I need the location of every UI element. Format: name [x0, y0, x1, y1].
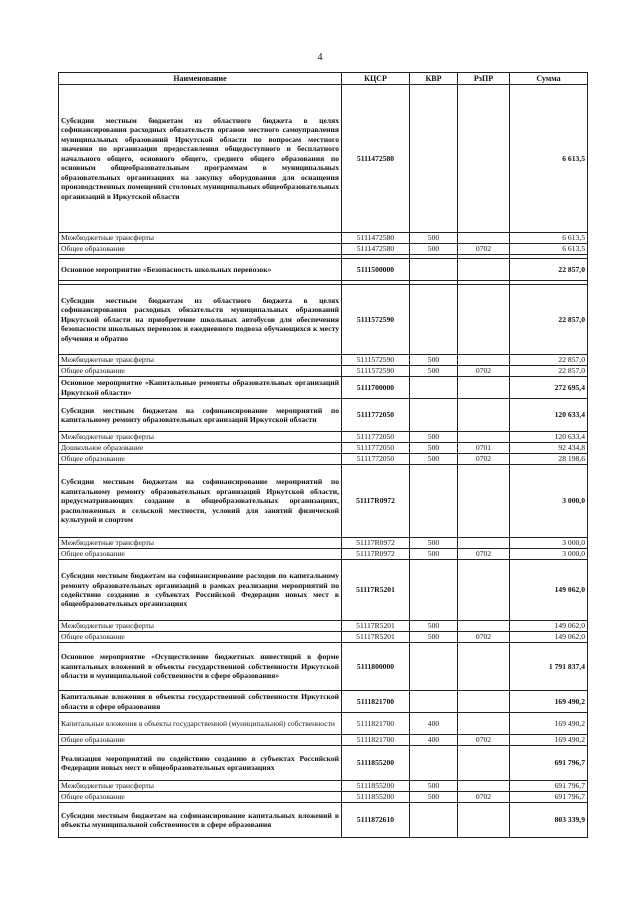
row-kvr — [410, 465, 458, 538]
row-sum: 28 198,6 — [510, 454, 588, 465]
table-row — [59, 713, 588, 735]
row-kvr — [410, 285, 458, 355]
row-kvr: 500 — [410, 549, 458, 560]
row-name: Общее образование — [59, 549, 342, 560]
header-name: Наименование — [59, 73, 342, 85]
table-row — [59, 85, 588, 233]
row-kvr: 500 — [410, 538, 458, 549]
row-rzpr — [458, 781, 510, 792]
row-kcsr: 5111855200 — [342, 781, 410, 792]
row-sum: 691 796,7 — [510, 792, 588, 803]
row-sum: 22 857,0 — [510, 259, 588, 281]
row-sum: 691 796,7 — [510, 781, 588, 792]
row-kvr: 500 — [410, 443, 458, 454]
table-row — [59, 366, 588, 377]
table-row — [59, 781, 588, 792]
row-rzpr — [458, 465, 510, 538]
row-name: Реализация мероприятий по содействию созданию в субъектах Российской Федерации новых мест в общеобразовательных организациях — [59, 746, 342, 781]
row-kcsr: 51117R5201 — [342, 621, 410, 632]
row-sum: 3 000,0 — [510, 549, 588, 560]
budget-table — [58, 72, 588, 838]
row-sum: 6 613,5 — [510, 85, 588, 233]
row-name: Капитальные вложения в объекты государственной собственности Иркутской области в сфере образования — [59, 691, 342, 713]
page-number: 4 — [317, 52, 323, 63]
row-sum: 92 434,8 — [510, 443, 588, 454]
row-name: Основное мероприятие «Осуществление бюджетных инвестиций в форме капитальных вложений в объекты государственной собственности Иркутской области и муниципальной собственности в сфере образования» — [59, 643, 342, 691]
row-kvr: 500 — [410, 366, 458, 377]
row-rzpr: 0702 — [458, 366, 510, 377]
row-rzpr — [458, 259, 510, 281]
table-row — [59, 621, 588, 632]
row-name: Межбюджетные трансферты — [59, 538, 342, 549]
row-sum: 6 613,5 — [510, 244, 588, 255]
header-rzpr: РзПР — [458, 73, 510, 85]
table-row — [59, 399, 588, 432]
row-kcsr: 5111872610 — [342, 803, 410, 838]
row-sum: 691 796,7 — [510, 746, 588, 781]
row-kcsr: 5111855200 — [342, 746, 410, 781]
table-row — [59, 538, 588, 549]
row-name: Капитальные вложения в объекты государственной (муниципальной) собственности — [59, 713, 342, 735]
table-row — [59, 432, 588, 443]
row-rzpr — [458, 803, 510, 838]
table-row — [59, 792, 588, 803]
row-name: Межбюджетные трансферты — [59, 432, 342, 443]
row-name: Основное мероприятие «Безопасность школьных перевозок» — [59, 259, 342, 281]
row-kcsr: 5111772050 — [342, 454, 410, 465]
row-kvr: 500 — [410, 355, 458, 366]
row-sum: 22 857,0 — [510, 355, 588, 366]
row-name: Субсидии местным бюджетам на софинансирование капитальных вложений в объекты муниципальной собственности в сфере образования — [59, 803, 342, 838]
row-sum: 149 062,0 — [510, 621, 588, 632]
row-kcsr: 5111772050 — [342, 432, 410, 443]
table-row — [59, 691, 588, 713]
row-name: Субсидии местным бюджетам на софинансирование мероприятий по капитальному ремонту образовательных организаций Иркутской области, предусматривающих создание в общеобразовательных организациях, расположенных в сельской местности, условий для занятий физической культурой и спортом — [59, 465, 342, 538]
row-rzpr — [458, 560, 510, 621]
table-row — [59, 259, 588, 281]
row-kcsr: 51117R0972 — [342, 538, 410, 549]
table-header-row — [59, 73, 588, 85]
row-kcsr: 5111472580 — [342, 244, 410, 255]
table-row — [59, 746, 588, 781]
row-kcsr: 5111472580 — [342, 85, 410, 233]
row-rzpr: 0702 — [458, 632, 510, 643]
row-sum: 3 000,0 — [510, 465, 588, 538]
row-name: Общее образование — [59, 632, 342, 643]
table-row — [59, 244, 588, 255]
row-name: Общее образование — [59, 244, 342, 255]
row-rzpr: 0702 — [458, 549, 510, 560]
row-sum: 1 791 837,4 — [510, 643, 588, 691]
row-name: Общее образование — [59, 454, 342, 465]
row-sum: 3 000,0 — [510, 538, 588, 549]
row-sum: 169 490,2 — [510, 735, 588, 746]
row-rzpr — [458, 355, 510, 366]
table-row — [59, 443, 588, 454]
row-kvr — [410, 560, 458, 621]
row-sum: 169 490,2 — [510, 691, 588, 713]
row-rzpr — [458, 746, 510, 781]
table-row — [59, 632, 588, 643]
row-kvr — [410, 643, 458, 691]
row-sum: 803 339,9 — [510, 803, 588, 838]
row-sum: 22 857,0 — [510, 366, 588, 377]
row-rzpr — [458, 399, 510, 432]
row-kvr — [410, 746, 458, 781]
row-rzpr — [458, 233, 510, 244]
row-sum: 149 062,0 — [510, 632, 588, 643]
table-row — [59, 285, 588, 355]
row-kcsr: 5111772050 — [342, 399, 410, 432]
row-kcsr: 5111821700 — [342, 713, 410, 735]
row-kcsr: 5111700000 — [342, 377, 410, 399]
row-name: Субсидии местным бюджетам из областного бюджета в целях софинансирования расходных обязательств муниципальных образований Иркутской области на приобретение школьных автобусов для обеспечения безопасности школьных перевозок и ежедневного подвоза обучающихся к месту обучения и обратно — [59, 285, 342, 355]
row-sum: 169 490,2 — [510, 713, 588, 735]
row-name: Общее образование — [59, 735, 342, 746]
row-name: Межбюджетные трансферты — [59, 355, 342, 366]
row-kvr: 500 — [410, 454, 458, 465]
row-sum: 120 633,4 — [510, 432, 588, 443]
row-sum: 6 613,5 — [510, 233, 588, 244]
row-rzpr: 0702 — [458, 735, 510, 746]
table-row — [59, 560, 588, 621]
row-rzpr — [458, 691, 510, 713]
row-kcsr: 5111821700 — [342, 735, 410, 746]
row-kcsr: 5111472580 — [342, 233, 410, 244]
row-rzpr — [458, 377, 510, 399]
row-rzpr — [458, 85, 510, 233]
row-kcsr: 5111855200 — [342, 792, 410, 803]
table-row — [59, 465, 588, 538]
row-kvr: 500 — [410, 792, 458, 803]
table-row — [59, 735, 588, 746]
row-sum: 22 857,0 — [510, 285, 588, 355]
table-row — [59, 803, 588, 838]
row-rzpr — [458, 643, 510, 691]
row-name: Субсидии местным бюджетам на софинансирование расходов по капитальному ремонту образовательных организаций в рамках реализации мероприятий по содействию созданию в субъектах Российской Федерации новых мест в общеобразовательных организациях — [59, 560, 342, 621]
row-kcsr: 5111572590 — [342, 366, 410, 377]
row-kvr — [410, 377, 458, 399]
row-kvr: 500 — [410, 432, 458, 443]
row-kcsr: 51117R0972 — [342, 465, 410, 538]
row-name: Межбюджетные трансферты — [59, 621, 342, 632]
row-kvr — [410, 259, 458, 281]
row-rzpr: 0701 — [458, 443, 510, 454]
row-kvr: 500 — [410, 233, 458, 244]
row-kvr: 500 — [410, 632, 458, 643]
row-name: Дошкольное образование — [59, 443, 342, 454]
row-name: Основное мероприятие «Капитальные ремонты образовательных организаций Иркутской области» — [59, 377, 342, 399]
table-body — [59, 85, 588, 838]
row-sum: 120 633,4 — [510, 399, 588, 432]
row-rzpr — [458, 285, 510, 355]
row-kcsr: 5111572590 — [342, 355, 410, 366]
row-kvr — [410, 399, 458, 432]
header-kvr: КВР — [410, 73, 458, 85]
row-name: Субсидии местным бюджетам на софинансирование мероприятий по капитальному ремонту образовательных организаций Иркутской области — [59, 399, 342, 432]
row-kvr: 400 — [410, 713, 458, 735]
row-kcsr: 51117R5201 — [342, 632, 410, 643]
row-name: Субсидии местным бюджетам из областного бюджета в целях софинансирования расходных обязательств органов местного самоуправления муниципальных образований Иркутской области по вопросам местного значения по организации предоставления общедоступного и бесплатного начального общего, основного общего, среднего общего образования по основным общеобразовательным программам в муниципальных образовательных организациях на закупку оборудования для оснащения производственных помещений столовых муниципальных общеобразовательных организаций в Иркутской области — [59, 85, 342, 233]
row-sum: 149 062,0 — [510, 560, 588, 621]
row-kvr: 500 — [410, 781, 458, 792]
row-kvr — [410, 803, 458, 838]
table-row — [59, 454, 588, 465]
row-kvr: 400 — [410, 735, 458, 746]
row-name: Общее образование — [59, 792, 342, 803]
table-row — [59, 355, 588, 366]
table-row — [59, 233, 588, 244]
header-sum: Сумма — [510, 73, 588, 85]
row-rzpr: 0702 — [458, 244, 510, 255]
row-rzpr — [458, 432, 510, 443]
row-kvr — [410, 85, 458, 233]
row-name: Межбюджетные трансферты — [59, 233, 342, 244]
table-row — [59, 549, 588, 560]
row-kcsr: 5111821700 — [342, 691, 410, 713]
row-rzpr: 0702 — [458, 454, 510, 465]
row-name: Общее образование — [59, 366, 342, 377]
row-kcsr: 5111500000 — [342, 259, 410, 281]
row-kcsr: 5111800000 — [342, 643, 410, 691]
row-kcsr: 51117R5201 — [342, 560, 410, 621]
row-kvr: 500 — [410, 621, 458, 632]
row-kcsr: 5111572590 — [342, 285, 410, 355]
row-rzpr — [458, 538, 510, 549]
row-kcsr: 51117R0972 — [342, 549, 410, 560]
row-sum: 272 695,4 — [510, 377, 588, 399]
header-kcsr: КЦСР — [342, 73, 410, 85]
row-kvr: 500 — [410, 244, 458, 255]
row-name: Межбюджетные трансферты — [59, 781, 342, 792]
table-row — [59, 377, 588, 399]
table-row — [59, 643, 588, 691]
row-rzpr — [458, 621, 510, 632]
row-rzpr: 0702 — [458, 792, 510, 803]
row-kcsr: 5111772050 — [342, 443, 410, 454]
row-kvr — [410, 691, 458, 713]
row-rzpr — [458, 713, 510, 735]
